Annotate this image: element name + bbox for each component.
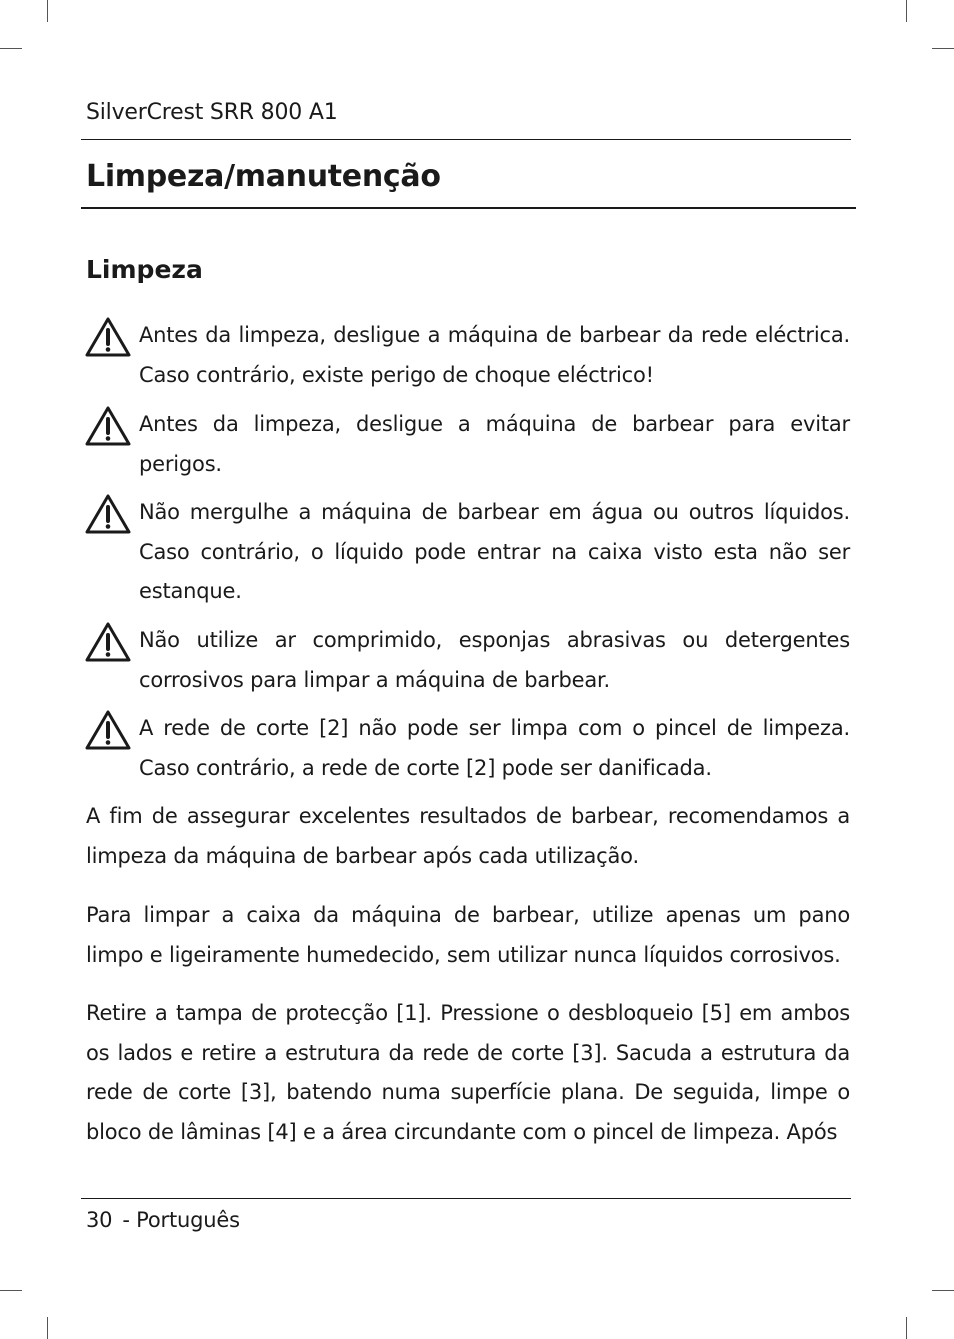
crop-mark bbox=[932, 1290, 954, 1291]
warning-triangle-icon bbox=[84, 709, 132, 751]
crop-mark bbox=[932, 48, 954, 49]
warning-item bbox=[84, 405, 850, 484]
warning-item bbox=[84, 493, 850, 612]
page-number: 30 bbox=[86, 1208, 113, 1232]
warning-triangle-icon bbox=[84, 493, 132, 535]
crop-mark bbox=[0, 1290, 22, 1291]
warning-text: Não utilize ar comprimido, esponjas abrasivas ou detergentes corrosivos para limpar a máquina de barbear. bbox=[139, 628, 850, 692]
crop-mark bbox=[906, 0, 907, 22]
warning-text: Antes da limpeza, desligue a máquina de barbear da rede eléctrica. Caso contrário, existe perigo de choque eléctrico! bbox=[139, 323, 850, 387]
body-paragraph: Retire a tampa de protecção [1]. Pressione o desbloqueio [5] em ambos os lados e retire a estrutura da rede de corte [3]. Sacuda a estrutura da rede de corte [3], batendo numa superfície plana. De seguida, limpe o bloco de lâminas [4] e a área circundante com o pincel de limpeza. Após bbox=[86, 1001, 850, 1144]
warning-triangle-icon bbox=[84, 621, 132, 663]
body-paragraph: A fim de assegurar excelentes resultados de barbear, recomendamos a limpeza da máquina de barbear após cada utilização. bbox=[86, 804, 850, 868]
subsection-title: Limpeza bbox=[86, 255, 203, 284]
footer-rule bbox=[81, 1198, 851, 1199]
header-product-name: SilverCrest SRR 800 A1 bbox=[86, 100, 338, 125]
crop-mark bbox=[47, 0, 48, 22]
crop-mark bbox=[0, 48, 22, 49]
body-paragraph: Para limpar a caixa da máquina de barbear, utilize apenas um pano limpo e ligeiramente humedecido, sem utilizar nunca líquidos corrosivos. bbox=[86, 903, 850, 967]
warning-text: Não mergulhe a máquina de barbear em água ou outros líquidos. Caso contrário, o líquido pode entrar na caixa visto esta não ser estanque. bbox=[139, 500, 850, 603]
warning-item bbox=[84, 621, 850, 700]
footer bbox=[86, 1208, 240, 1232]
warning-item bbox=[84, 709, 850, 788]
warning-text: Antes da limpeza, desligue a máquina de barbear para evitar perigos. bbox=[139, 412, 850, 476]
warning-triangle-icon bbox=[84, 316, 132, 358]
section-title: Limpeza/manutenção bbox=[86, 159, 441, 194]
footer-language: - Português bbox=[122, 1208, 240, 1232]
section-rule bbox=[81, 207, 856, 209]
header-rule bbox=[81, 139, 851, 140]
crop-mark bbox=[47, 1317, 48, 1339]
crop-mark bbox=[906, 1317, 907, 1339]
warning-text: A rede de corte [2] não pode ser limpa com o pincel de limpeza. Caso contrário, a rede de corte [2] pode ser danificada. bbox=[139, 716, 850, 780]
warning-item bbox=[84, 316, 850, 395]
warning-triangle-icon bbox=[84, 405, 132, 447]
